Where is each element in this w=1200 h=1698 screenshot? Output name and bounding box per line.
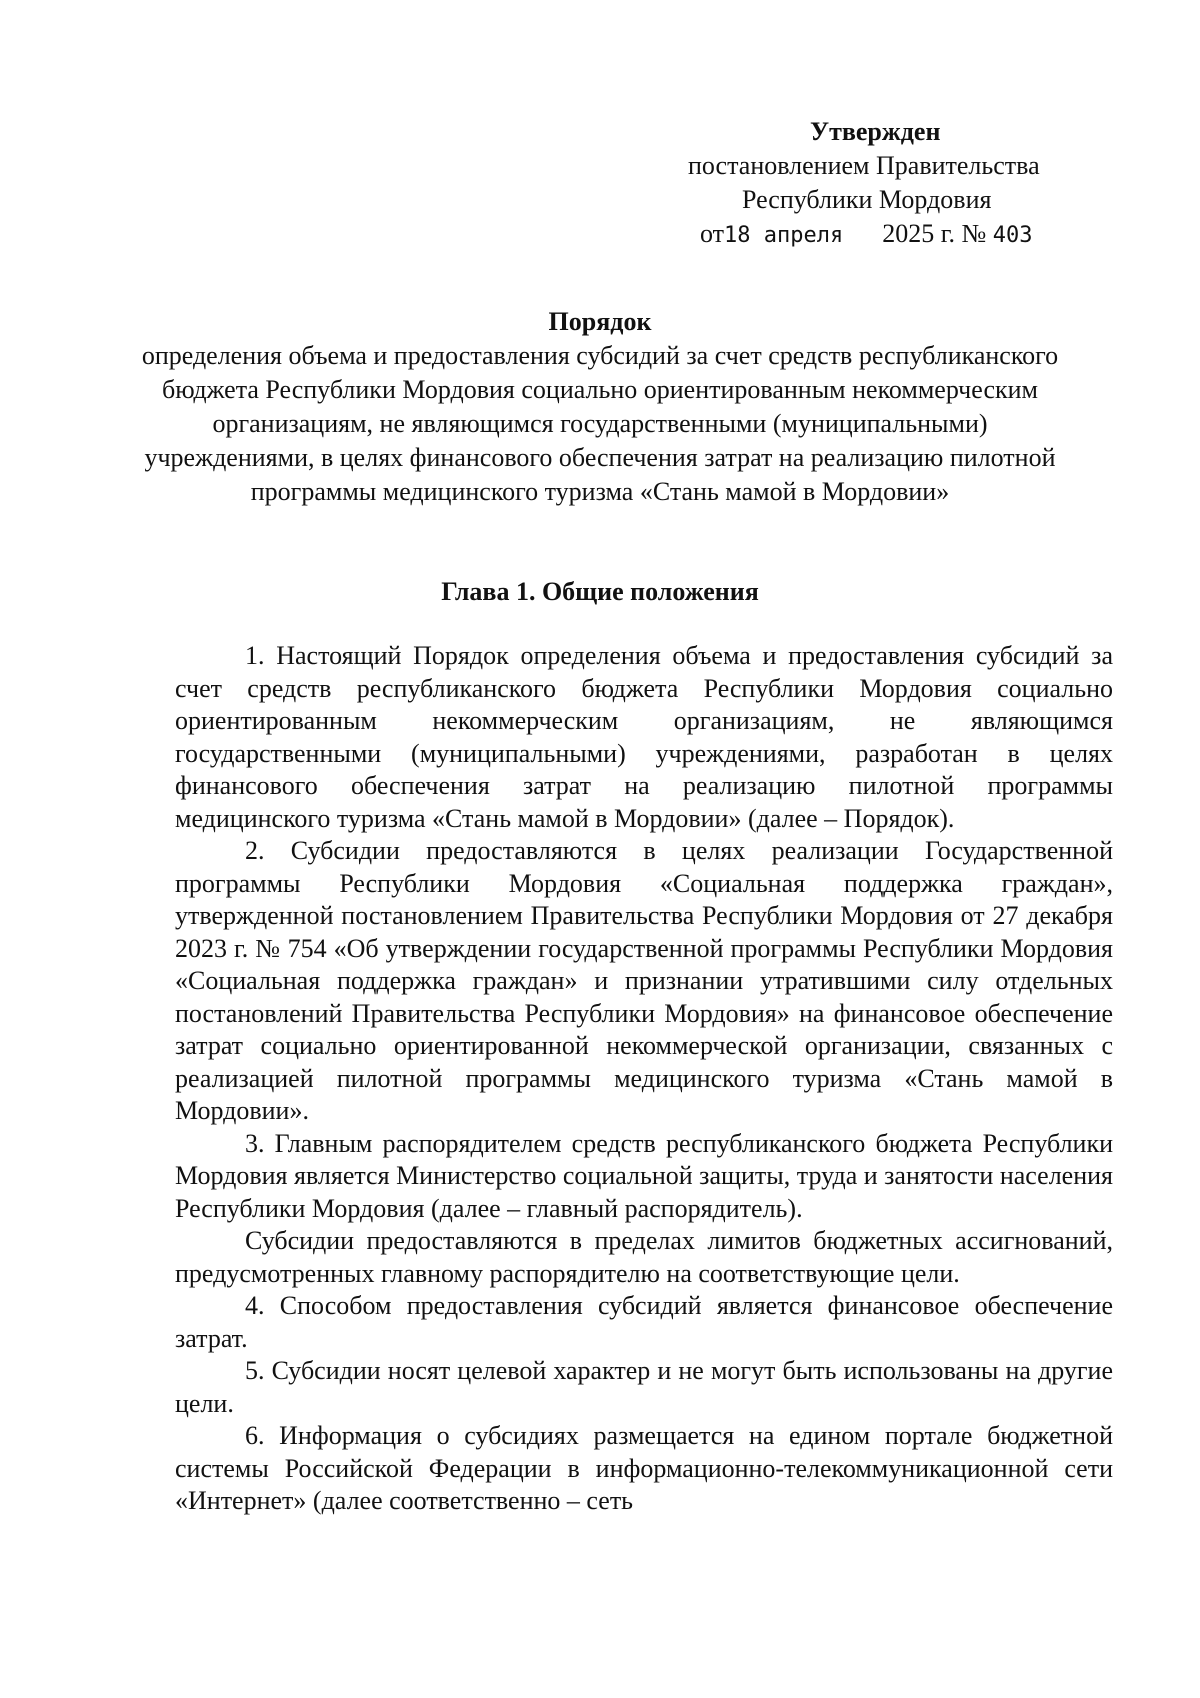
paragraph: 2. Субсидии предоставляются в целях реализации Государственной программы Республики Мордовия «Социальная поддержка граждан», утвержденной постановлением Правительства Республики Мордовия от 27 декабря 2023 г. № 754 «Об утверждении государственной программы Республики Мордовия «Социальная поддержка граждан» и признании утратившими силу отдельных постановлений Правительства Республики Мордовия» на финансовое обеспечение затрат социально ориентированной некоммерческой организации, связанных с реализацией пилотной программы медицинского туризма «Стань мамой в Мордовии». [175, 836, 1113, 1125]
approval-date-line [680, 217, 1110, 253]
approval-title: Утвержден [810, 117, 941, 146]
approval-prefix: от [700, 219, 725, 248]
chapter-heading: Глава 1. Общие положения [441, 577, 759, 606]
paragraph: 4. Способом предоставления субсидий является финансовое обеспечение затрат. [175, 1291, 1113, 1353]
paragraph: 6. Информация о субсидиях размещается на едином портале бюджетной системы Российской Федерации в информационно-телекоммуникационной сети «Интернет» (далее соответственно – сеть [175, 1421, 1113, 1515]
document-title: Порядок [548, 307, 652, 336]
document-title-block [130, 305, 1070, 509]
document-body [175, 640, 1113, 1518]
paragraph: 5. Субсидии носят целевой характер и не могут быть использованы на другие цели. [175, 1356, 1113, 1418]
approval-line-1: постановлением Правительства [688, 151, 1040, 180]
paragraph: 3. Главным распорядителем средств республиканского бюджета Республики Мордовия является Министерство социальной защиты, труда и занятости населения Республики Мордовия (далее – главный распорядитель). [175, 1128, 1113, 1223]
document-subtitle: определения объема и предоставления субсидий за счет средств республиканского бюджета Республики Мордовия социально ориентированным некоммерческим организациям, не являющимся государственными (муниципальными) учреждениями, в целях финансового обеспечения затрат на реализацию пилотной программы медицинского туризма «Стань мамой в Мордовии» [141, 341, 1059, 506]
approval-year: 2025 г. № [882, 219, 987, 248]
paragraph: Субсидии предоставляются в пределах лимитов бюджетных ассигнований, предусмотренных главному распорядителю на соответствующие цели. [175, 1226, 1113, 1288]
approval-number: 403 [992, 223, 1033, 248]
approval-stamp [680, 115, 1110, 253]
approval-line-2: Республики Мордовия [742, 185, 992, 214]
approval-date: 18 апреля [724, 223, 844, 248]
paragraph: 1. Настоящий Порядок определения объема и предоставления субсидий за счет средств республиканского бюджета Республики Мордовия социально ориентированным некоммерческим организациям, не являющимся государственными (муниципальными) учреждениями, разработан в целях финансового обеспечения затрат на реализацию пилотной программы медицинского туризма «Стань мамой в Мордовии» (далее – Порядок). [175, 641, 1113, 833]
